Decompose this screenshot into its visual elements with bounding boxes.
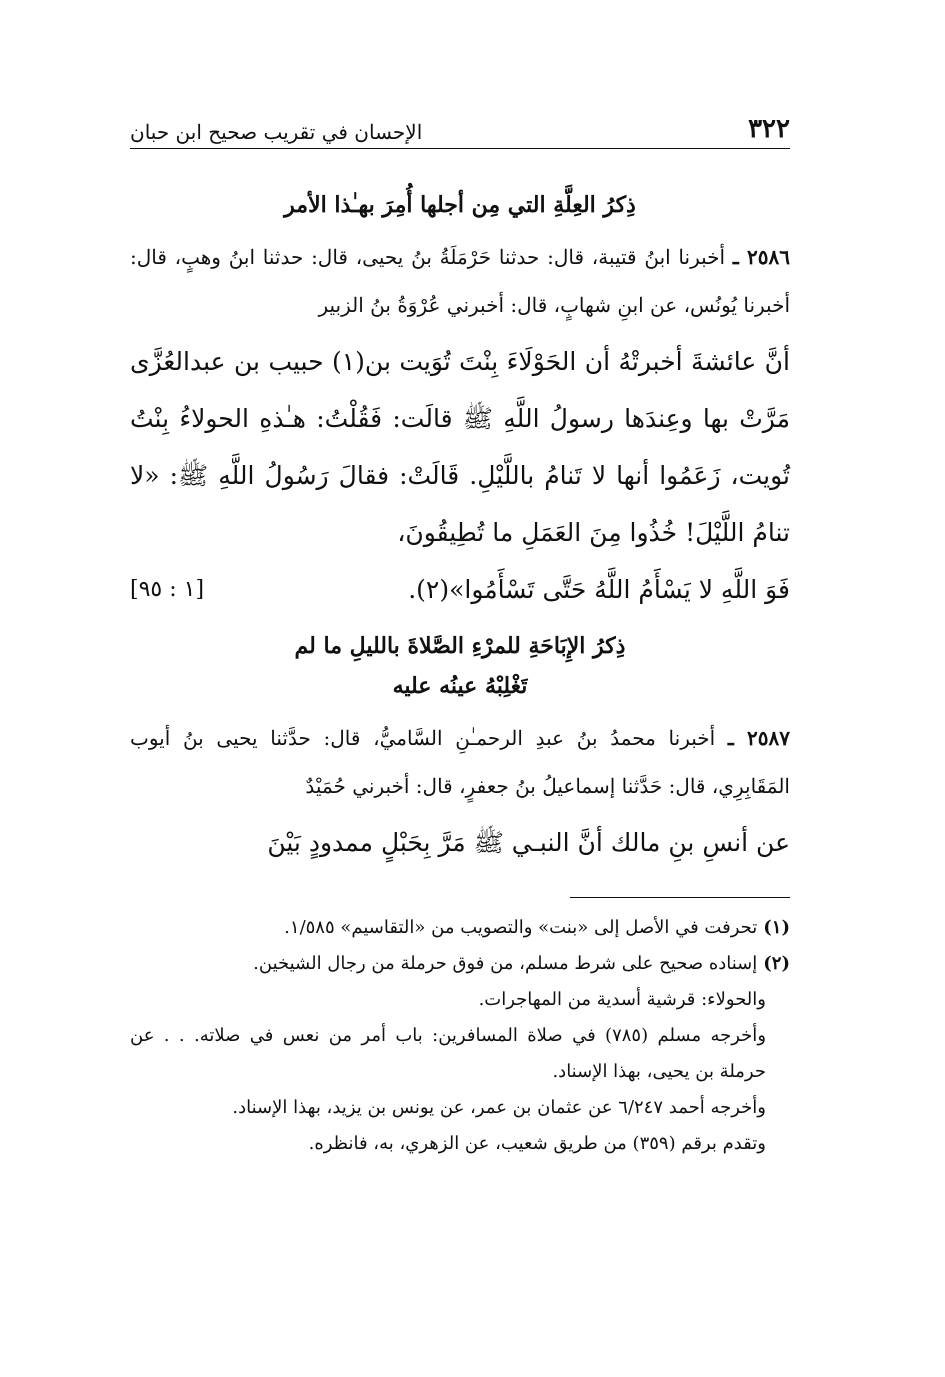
hadith-matn-end-row: [130, 561, 790, 618]
hadith-number-2586: ٢٥٨٦ ـ: [732, 245, 791, 269]
footnote-2-crossref: وتقدم برقم (٣٥٩) من طريق شعيب، عن الزهري، به، فانظره.: [308, 1133, 766, 1154]
footnote-1: [130, 910, 790, 946]
footnote-2-muslim: وأخرجه مسلم (٧٨٥) في صلاة المسافرين: باب أمر من نعس في صلاته. . . عن حرملة بن يحيى، بهذا الإسناد.: [130, 1025, 767, 1082]
isnad-text-2587: أخبرنا محمدُ بنُ عبدِ الرحمـٰنِ السَّاميُّ، قال: حدَّثنا يحيى بنُ أيوب المَقَابِرِي، قال: حَدَّثنا إسماعيلُ بنُ جعفرٍ، قال: أخبرني حُمَيْدٌ: [130, 726, 790, 798]
hadith-reference: [١ : ٩٥]: [130, 577, 205, 602]
hadith-isnad-2587: [130, 714, 790, 810]
chapter-heading-2-line2: تَغْلِبْهُ عينُه عليه: [392, 673, 528, 699]
page-header: [130, 110, 790, 149]
chapter-heading-1: ذِكرُ العِلَّةِ التي مِن أجلها أُمِرَ بهـٰذا الأمر: [284, 192, 636, 218]
footnote-number: (١): [763, 917, 790, 938]
chapter-heading-2-line1: ذِكرُ الإِبَاحَةِ للمرْءِ الصَّلاةَ بالليلِ ما لم: [294, 633, 626, 659]
book-page: [130, 110, 790, 1162]
footnote-number: (٢): [763, 953, 790, 974]
footnote-2-note: والحولاء: قرشية أسدية من المهاجرات.: [478, 989, 766, 1010]
footnote-text: إسناده صحيح على شرط مسلم، من فوق حرملة من رجال الشيخين.: [253, 953, 758, 974]
footnote-divider: [570, 897, 790, 898]
isnad-text-2586: أخبرنا ابنُ قتيبة، قال: حدثنا حَرْمَلَةُ بنُ يحيى، قال: حدثنا ابنُ وهبٍ، قال: أخبرنا يُونُس، عن ابنِ شهابٍ، قال: أخبرني عُرْوَةُ بنُ الزبير: [130, 245, 790, 317]
hadith-matn-2586: أنَّ عائشةَ أخبرتْهُ أن الحَوْلَاءَ بِنْتَ تُوَيت بن(١) حبيب بن عبدالعُزَّى مَرَّتْ بها وعِندَها رسولُ اللَّهِ ﷺ قالَت: فَقُلْتُ: هـٰذهِ الحولاءُ بِنْتُ تُويت، زَعَمُوا أنها لا تَنامُ باللَّيْلِ. قَالَتْ: فقالَ رَسُولُ اللَّهِ ﷺ: «لا تنامُ اللَّيْلَ! خُذُوا مِنَ العَمَلِ ما تُطِيقُونَ،: [130, 347, 790, 547]
book-title: الإحسان في تقريب صحيح ابن حبان: [130, 120, 423, 144]
hadith-number-2587: ٢٥٨٧ ـ: [727, 726, 790, 750]
page-number: ٣٢٢: [748, 114, 790, 144]
footnotes: [130, 910, 790, 1162]
hadith-matn-2587: عن أنسِ بنِ مالك أنَّ النبـي ﷺ مَرَّ بِحَبْلٍ ممدودٍ بَيْنَ: [267, 828, 790, 857]
hadith-matn-end: فَوَ اللَّهِ لا يَسْأَمُ اللَّهُ حَتَّى تَسْأَمُوا»(٢).: [408, 575, 790, 604]
footnote-text: تحرفت في الأصل إلى «بنت» والتصويب من «التقاسيم» ١/٥٨٥.: [284, 917, 758, 938]
footnote-2: [130, 946, 790, 982]
footnote-2-ahmad: وأخرجه أحمد ٦/٢٤٧ عن عثمان بن عمر، عن يونس بن يزيد، بهذا الإسناد.: [232, 1097, 766, 1118]
hadith-isnad-2586: [130, 233, 790, 329]
